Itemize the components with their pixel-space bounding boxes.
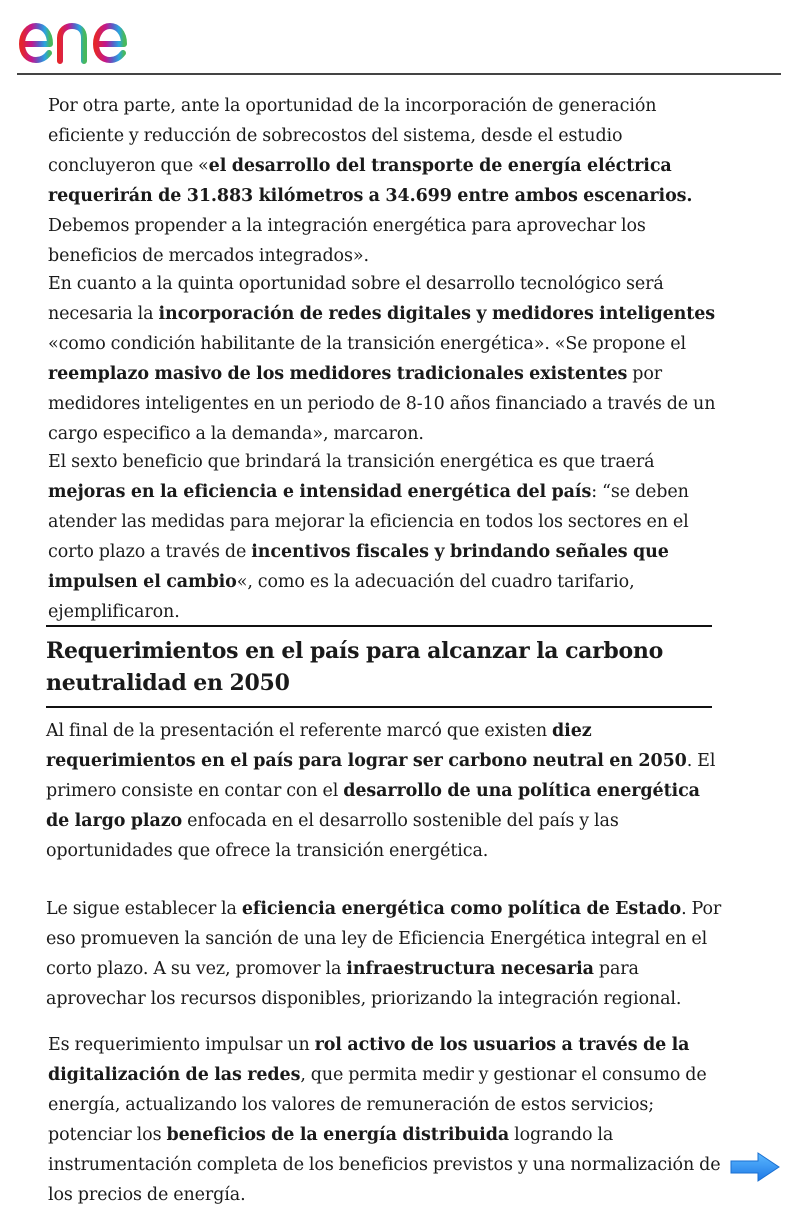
paragraph-tech-development	[48, 269, 728, 449]
text: Es requerimiento impulsar un	[48, 1035, 315, 1055]
text: logrando la instrumentación completa de los beneficios previstos y una normalización de los precios de energía.	[48, 1125, 721, 1205]
highlight: rol activo de los usuarios a través de la digitalización de las redes	[48, 1035, 690, 1085]
arrow-right-icon	[728, 1150, 782, 1184]
paragraph-efficiency	[48, 447, 728, 627]
text: para aprovechar los recursos disponibles, priorizando la integración regional.	[46, 959, 682, 1009]
paragraph-state-policy	[46, 894, 726, 1014]
highlight: desarrollo de una política energética de largo plazo	[46, 781, 700, 831]
text: «, como es la adecuación del cuadro tarifario, ejemplificaron.	[48, 572, 635, 622]
text: «como condición habilitante de la transición energética». «Se propone el	[48, 334, 686, 354]
paragraph-requirements-intro	[46, 716, 726, 866]
highlight: beneficios de la energía distribuida	[166, 1125, 510, 1145]
text: El sexto beneficio que brindará la transición energética es que traerá	[48, 452, 655, 472]
text: Le sigue establecer la	[46, 899, 242, 919]
text: En cuanto a la quinta oportunidad sobre el desarrollo tecnológico será necesaria la	[48, 274, 664, 324]
highlight: incorporación de redes digitales y medidores inteligentes	[158, 304, 716, 324]
next-page-button[interactable]	[728, 1150, 782, 1184]
paragraph-transport	[48, 91, 728, 271]
text: Al final de la presentación el referente marcó que existen	[46, 721, 553, 741]
section-title: Requerimientos en el país para alcanzar la carbono neutralidad en 2050	[46, 638, 663, 696]
text: enfocada en el desarrollo sostenible del país y las oportunidades que ofrece la transición energética.	[46, 811, 619, 861]
section-divider-top	[46, 625, 712, 627]
highlight: reemplazo masivo de los medidores tradicionales existentes	[48, 364, 628, 384]
highlight: diez requerimientos en el país para lograr ser carbono neutral en 2050	[46, 721, 687, 771]
section-divider-bottom	[46, 706, 712, 708]
paragraph-active-users	[48, 1030, 728, 1210]
text: por medidores inteligentes en un periodo de 8-10 años financiado a través de un cargo especifico a la demanda», marcaron.	[48, 364, 716, 444]
highlight: mejoras en la eficiencia e intensidad energética del país	[48, 482, 592, 502]
text: , que permita medir y gestionar el consumo de energía, actualizando los valores de remuneración de estos servicios; potenciar los	[48, 1065, 707, 1145]
text: . El primero consiste en contar con el	[46, 751, 716, 801]
highlight: el desarrollo del transporte de energía eléctrica requerirán de 31.883 kilómetros a 34.699 entre ambos escenarios.	[48, 156, 693, 206]
highlight: infraestructura necesaria	[346, 959, 594, 979]
text: Por otra parte, ante la oportunidad de la incorporación de generación eficiente y reducción de sobrecostos del sistema, desde el estudio concluyeron que «	[48, 96, 657, 176]
text: : “se deben atender las medidas para mejorar la eficiencia en todos los sectores en el corto plazo a través de	[48, 482, 689, 562]
text: . Por eso promueven la sanción de una ley de Eficiencia Energética integral en el corto plazo. A su vez, promover la	[46, 899, 722, 979]
highlight: incentivos fiscales y brindando señales que impulsen el cambio	[48, 542, 669, 592]
highlight: eficiencia energética como política de Estado	[241, 899, 682, 919]
text: Debemos propender a la integración energética para aprovechar los beneficios de mercados integrados».	[48, 216, 646, 266]
